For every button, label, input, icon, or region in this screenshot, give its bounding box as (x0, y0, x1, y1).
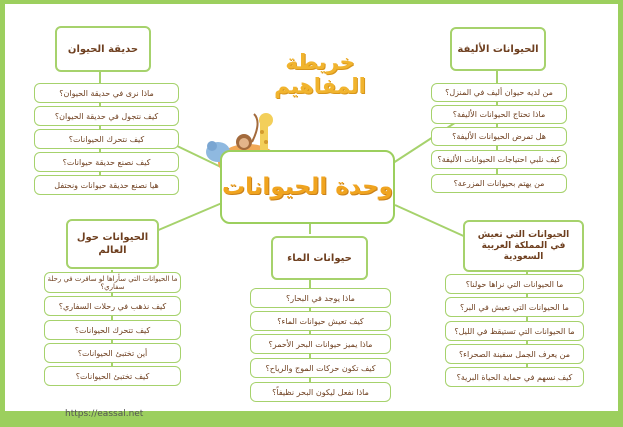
question-world-4: أين تختبئ الحيوانات؟ (44, 343, 181, 363)
question-water-2: كيف تعيش حيوانات الماء؟ (250, 311, 391, 331)
question-world-2: كيف نذهب في رحلات السفاري؟ (44, 296, 181, 316)
question-world-1: ما الحيوانات التي سأراها لو سافرت في رحلة سفاري؟ (44, 272, 181, 293)
branch-header-world: الحيوانات حول العالم (66, 219, 159, 269)
watermark: https://eassal.net (65, 409, 144, 419)
center-topic: وحدة الحيوانات (220, 150, 395, 224)
branch-header-zoo: حديقة الحيوان (55, 26, 151, 72)
question-saudi-2: ما الحيوانات التي تعيش في البر؟ (445, 297, 584, 317)
question-world-5: كيف تختبئ الحيوانات؟ (44, 366, 181, 386)
question-water-3: ماذا يميز حيوانات البحر الأحمر؟ (250, 334, 391, 354)
question-pets-2: ماذا تحتاج الحيوانات الأليفة؟ (431, 105, 567, 124)
question-zoo-2: كيف نتجول في حديقة الحيوان؟ (34, 106, 179, 126)
question-world-3: كيف تتحرك الحيوانات؟ (44, 320, 181, 340)
question-saudi-3: ما الحيوانات التي تستيقظ في الليل؟ (445, 321, 584, 341)
question-saudi-4: من يعرف الجمل سفينة الصحراء؟ (445, 344, 584, 364)
question-saudi-1: ما الحيوانات التي نراها حولنا؟ (445, 274, 584, 294)
question-water-1: ماذا يوجد في البحار؟ (250, 288, 391, 308)
question-saudi-5: كيف نسهم في حماية الحياة البرية؟ (445, 367, 584, 387)
page-title: خريطة المفاهيم (274, 50, 366, 98)
question-pets-4: كيف نلبي احتياجات الحيوانات الأليفة؟ (431, 150, 567, 169)
branch-header-pets: الحيوانات الأليفة (450, 27, 546, 71)
branch-header-water: حيوانات الماء (271, 236, 368, 280)
question-pets-1: من لديه حيوان أليف في المنزل؟ (431, 83, 567, 102)
question-zoo-1: ماذا نرى في حديقة الحيوان؟ (34, 83, 179, 103)
question-water-5: ماذا نفعل ليكون البحر نظيفاً؟ (250, 382, 391, 402)
question-zoo-5: هيا نصنع حديقة حيوانات ونحتفل (34, 175, 179, 195)
branch-header-saudi: الحيوانات التي تعيش في المملكة العربية السعودية (463, 220, 584, 272)
question-pets-5: من يهتم بحيوانات المزرعة؟ (431, 174, 567, 193)
question-water-4: كيف تكون حركات الموج والرياح؟ (250, 358, 391, 378)
question-pets-3: هل تمرض الحيوانات الأليفة؟ (431, 127, 567, 146)
question-zoo-4: كيف نصنع حديقة حيوانات؟ (34, 152, 179, 172)
connector-saudi (395, 205, 468, 238)
question-zoo-3: كيف نتحرك الحيوانات؟ (34, 129, 179, 149)
